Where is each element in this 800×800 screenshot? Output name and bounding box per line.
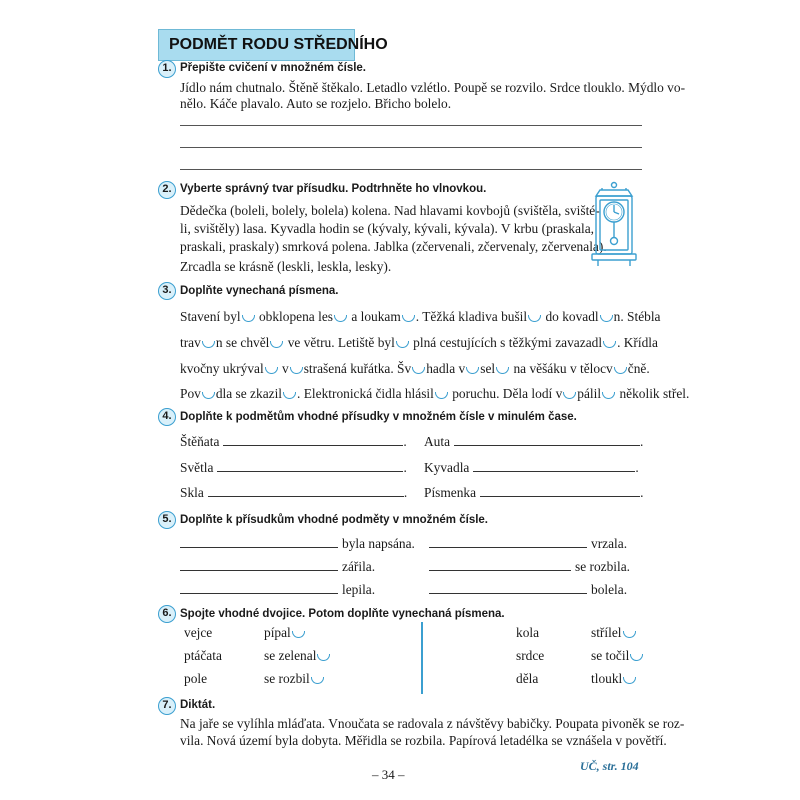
pair-word[interactable]: střílel	[591, 625, 637, 641]
exercise-number-6: 6.	[158, 605, 176, 623]
letter-blank[interactable]	[202, 341, 215, 348]
exercise-1-text-line: nělo. Káče plavalo. Auto se rozjelo. Břicho bolelo.	[180, 96, 452, 111]
pair-word[interactable]: pole	[184, 671, 208, 686]
pair-word[interactable]: srdce	[516, 648, 545, 663]
writing-line[interactable]	[180, 169, 642, 170]
writing-line[interactable]	[180, 125, 642, 126]
answer-line[interactable]	[429, 593, 587, 594]
letter-blank[interactable]	[623, 631, 636, 638]
subject-row: Skla .	[180, 485, 408, 500]
predicate-row: se rozbila.	[429, 559, 630, 575]
exercise-1-instruction: Přepište cvičení v množném čísle.	[180, 62, 366, 74]
letter-blank[interactable]	[283, 392, 296, 399]
letter-blank[interactable]	[292, 631, 305, 638]
pair-word[interactable]: pípal	[264, 625, 306, 641]
page-title: PODMĚT RODU STŘEDNÍHO	[158, 29, 355, 61]
subject-row: Světla .	[180, 460, 407, 475]
pair-word[interactable]: tloukl	[591, 671, 637, 687]
exercise-2-text-line: li, svištěly) lasa. Kyvadla hodin se (kývaly, kývali, kývala). V krbu (praskala,	[180, 221, 595, 236]
pair-word[interactable]: děla	[516, 671, 539, 686]
letter-blank[interactable]	[202, 392, 215, 399]
exercise-2-instruction: Vyberte správný tvar přísudku. Podtrhněte ho vlnovkou.	[180, 183, 487, 195]
answer-line[interactable]	[429, 547, 587, 548]
pair-word[interactable]: se zelenal	[264, 648, 331, 664]
exercise-number-4: 4.	[158, 408, 176, 426]
pair-word[interactable]: ptáčata	[184, 648, 222, 663]
letter-blank[interactable]	[528, 315, 541, 322]
exercise-number-1: 1.	[158, 60, 176, 78]
letter-blank[interactable]	[317, 654, 330, 661]
pair-word[interactable]: se rozbil	[264, 671, 325, 687]
pair-word[interactable]: vejce	[184, 625, 213, 640]
pair-word[interactable]: kola	[516, 625, 540, 640]
exercise-number-3: 3.	[158, 282, 176, 300]
dictation-line: vila. Nová území byla dobyta. Měřidla se rozbila. Papírová letadélka se vznášela v povětří.	[180, 733, 667, 748]
letter-blank[interactable]	[496, 367, 509, 374]
fill-letters-line-4: Pov dla se zkazil . Elektronická čidla hlásil poruchu. Děla lodí v pálil několik střel.	[180, 386, 690, 401]
exercise-2-text-line: Zrcadla se krásně (leskli, leskla, lesky).	[180, 259, 392, 274]
letter-blank[interactable]	[630, 654, 643, 661]
predicate-row: vrzala.	[429, 536, 627, 552]
predicate-row: zářila.	[180, 559, 375, 575]
predicate-row: bolela.	[429, 582, 627, 598]
subject-row: Štěňata .	[180, 434, 407, 449]
letter-blank[interactable]	[412, 367, 425, 374]
dictation-line: Na jaře se vylíhla mláďata. Vnoučata se radovala z návštěvy babičky. Poupata pivoněk se roz-	[180, 716, 685, 731]
letter-blank[interactable]	[435, 392, 448, 399]
letter-blank[interactable]	[311, 677, 324, 684]
answer-line[interactable]	[429, 570, 571, 571]
pendulum-clock-icon	[586, 180, 642, 272]
letter-blank[interactable]	[603, 341, 616, 348]
exercise-4-instruction: Doplňte k podmětům vhodné přísudky v množném čísle v minulém čase.	[180, 411, 577, 423]
exercise-2-text-line: Dědečka (boleli, bolely, bolela) kolena. Nad hlavami kovbojů (svištěla, svišté-	[180, 203, 600, 218]
pair-word[interactable]: se točil	[591, 648, 644, 664]
exercise-number-5: 5.	[158, 511, 176, 529]
letter-blank[interactable]	[600, 315, 613, 322]
answer-line[interactable]	[454, 445, 640, 446]
answer-line[interactable]	[223, 445, 403, 446]
letter-blank[interactable]	[290, 367, 303, 374]
fill-letters-line-1: Stavení byl obklopena les a loukam . Těžká kladiva bušil do kovadl n. Stébla	[180, 309, 661, 324]
answer-line[interactable]	[217, 471, 403, 472]
letter-blank[interactable]	[402, 315, 415, 322]
column-divider	[421, 622, 423, 694]
letter-blank[interactable]	[614, 367, 627, 374]
textbook-reference: UČ, str. 104	[580, 759, 639, 773]
exercise-1-text-line: Jídlo nám chutnalo. Štěně štěkalo. Letadlo vzlétlo. Poupě se rozvilo. Srdce tlouklo. Mýdlo vo-	[180, 80, 686, 95]
predicate-row: byla napsána.	[180, 536, 415, 552]
letter-blank[interactable]	[602, 392, 615, 399]
writing-line[interactable]	[180, 147, 642, 148]
letter-blank[interactable]	[623, 677, 636, 684]
answer-line[interactable]	[208, 496, 404, 497]
exercise-5-instruction: Doplňte k přísudkům vhodné podměty v množném čísle.	[180, 514, 488, 526]
exercise-6-instruction: Spojte vhodné dvojice. Potom doplňte vynechaná písmena.	[180, 608, 505, 620]
subject-row: Kyvadla .	[424, 460, 639, 475]
letter-blank[interactable]	[466, 367, 479, 374]
answer-line[interactable]	[180, 570, 338, 571]
letter-blank[interactable]	[563, 392, 576, 399]
exercise-3-instruction: Doplňte vynechaná písmena.	[180, 285, 339, 297]
letter-blank[interactable]	[270, 341, 283, 348]
answer-line[interactable]	[180, 593, 338, 594]
exercise-number-7: 7.	[158, 697, 176, 715]
letter-blank[interactable]	[242, 315, 255, 322]
letter-blank[interactable]	[396, 341, 409, 348]
fill-letters-line-2: trav n se chvěl ve větru. Letiště byl plná cestujících s těžkými zavazadl . Křídla	[180, 335, 658, 350]
exercise-7-instruction: Diktát.	[180, 699, 216, 711]
page-number: – 34 –	[372, 767, 405, 782]
exercise-number-2: 2.	[158, 181, 176, 199]
answer-line[interactable]	[473, 471, 635, 472]
letter-blank[interactable]	[334, 315, 347, 322]
exercise-2-text-line: praskali, praskaly) smrková polena. Jablka (zčervenali, zčervenaly, zčervenala).	[180, 239, 607, 254]
subject-row: Auta .	[424, 434, 644, 449]
fill-letters-line-3: kvočny ukrýval v strašená kuřátka. Šv hadla v sel na věšáku v tělocv čně.	[180, 361, 650, 376]
answer-line[interactable]	[480, 496, 640, 497]
answer-line[interactable]	[180, 547, 338, 548]
subject-row: Písmenka .	[424, 485, 644, 500]
letter-blank[interactable]	[265, 367, 278, 374]
predicate-row: lepila.	[180, 582, 375, 598]
